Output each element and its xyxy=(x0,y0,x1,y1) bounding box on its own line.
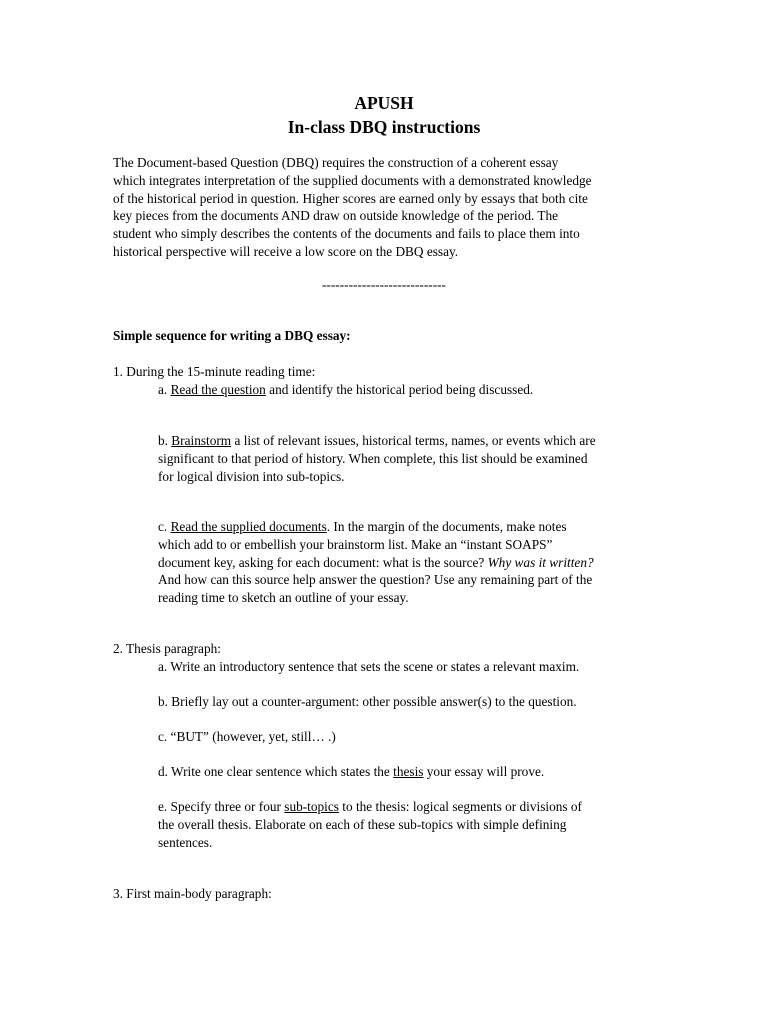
item-text: document key, asking for each document: what is the source? xyxy=(158,554,488,570)
why-written-text: Why was it written? xyxy=(487,554,594,570)
step-1b-line: significant to that period of history. When complete, this list should be examined xyxy=(158,450,588,466)
step-1c-line xyxy=(158,554,594,572)
page-title: APUSH xyxy=(354,93,414,113)
intro-line: historical perspective will receive a low score on the DBQ essay. xyxy=(113,243,459,259)
step-1c-line: reading time to sketch an outline of your essay. xyxy=(158,590,409,606)
step-1c-line xyxy=(158,518,594,536)
item-text: to the thesis: logical segments or divisions of xyxy=(338,799,582,814)
item-prefix: b. xyxy=(158,433,172,448)
intro-line: key pieces from the documents AND draw on outside knowledge of the period. The xyxy=(113,208,559,224)
item-prefix: a. xyxy=(158,382,171,397)
thesis-text: thesis xyxy=(393,764,424,779)
step-2e-line: sentences. xyxy=(158,834,213,850)
item-text: your essay will prove. xyxy=(423,764,545,779)
intro-paragraph xyxy=(113,154,592,261)
step-2c-item: c. “BUT” (however, yet, still… .) xyxy=(158,729,336,744)
step-1b-line: for logical division into sub-topics. xyxy=(158,468,345,484)
step-2b-item: b. Briefly lay out a counter-argument: other possible answer(s) to the question. xyxy=(158,694,577,709)
intro-line: student who simply describes the contents of the documents and fails to place them into xyxy=(113,226,580,242)
step-1-label: 1. During the 15-minute reading time: xyxy=(113,364,316,379)
step-1a-line xyxy=(158,381,533,399)
page-subtitle: In-class DBQ instructions xyxy=(287,117,481,137)
read-question-text: Read the question xyxy=(170,382,266,397)
step-1c-line: which add to or embellish your brainstorm list. Make an “instant SOAPS” xyxy=(158,536,553,552)
step-1c-line: And how can this source help answer the question? Use any remaining part of the xyxy=(158,572,593,588)
step-1a-item xyxy=(158,381,533,399)
item-prefix: c. xyxy=(158,519,171,534)
read-documents-text: Read the supplied documents xyxy=(170,519,327,534)
step-3-label: 3. First main-body paragraph: xyxy=(113,886,272,901)
sub-topics-text: sub-topics xyxy=(284,799,339,814)
step-2d-item xyxy=(158,763,544,781)
item-text: a list of relevant issues, historical terms, names, or events which are xyxy=(231,433,596,448)
item-text: d. Write one clear sentence which states the xyxy=(158,764,394,779)
item-text: and identify the historical period being discussed. xyxy=(265,382,534,397)
sequence-heading: Simple sequence for writing a DBQ essay: xyxy=(113,328,351,343)
intro-line: of the historical period in question. Higher scores are earned only by essays that both cite xyxy=(113,190,588,206)
step-2-label: 2. Thesis paragraph: xyxy=(113,641,221,656)
step-2e-item xyxy=(158,798,582,851)
step-2e-line xyxy=(158,798,582,816)
step-2e-line: the overall thesis. Elaborate on each of these sub-topics with simple defining xyxy=(158,816,567,832)
intro-line: which integrates interpretation of the supplied documents with a demonstrated knowledge xyxy=(113,172,592,188)
intro-line: The Document-based Question (DBQ) requires the construction of a coherent essay xyxy=(113,155,559,170)
step-1c-item xyxy=(158,518,594,607)
step-2a-item: a. Write an introductory sentence that sets the scene or states a relevant maxim. xyxy=(158,659,580,674)
item-text: e. Specify three or four xyxy=(158,799,285,814)
item-text: . In the margin of the documents, make notes xyxy=(326,519,567,534)
step-1b-line xyxy=(158,432,596,450)
brainstorm-text: Brainstorm xyxy=(171,433,232,448)
step-1b-item xyxy=(158,432,596,485)
section-separator: ---------------------------- xyxy=(322,277,446,292)
